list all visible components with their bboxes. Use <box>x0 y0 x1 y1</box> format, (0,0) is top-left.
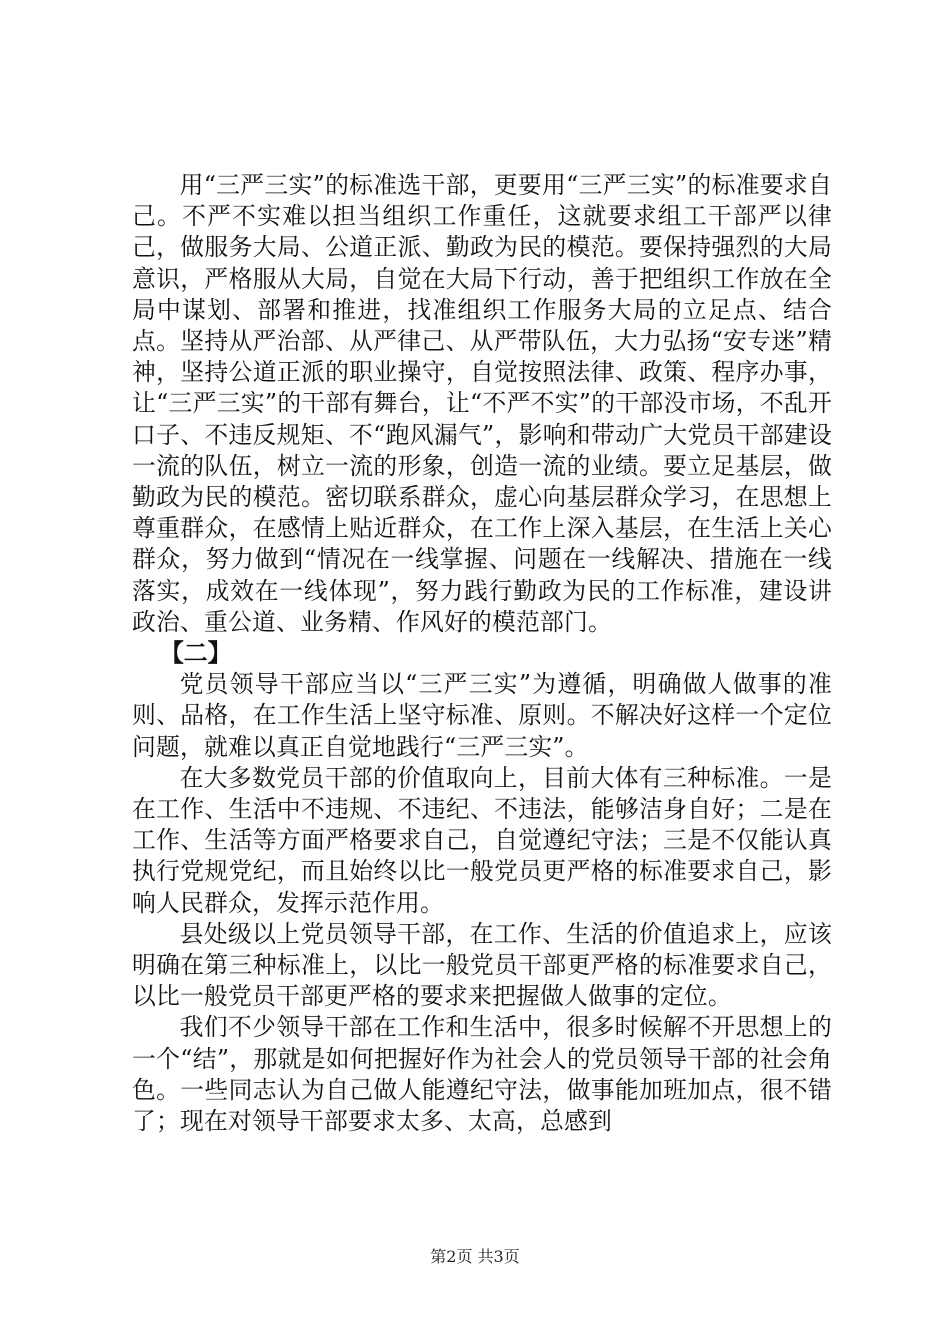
section-heading: 【二】 <box>160 639 232 668</box>
page-number-footer: 第2页 共3页 <box>430 1247 520 1266</box>
paragraph-2: 党员领导干部应当以“三严三实”为遵循，明确做人做事的准则、品格，在工作生活上坚守标准、原则。不解决好这样一个定位问题，就难以真正自觉地践行“三严三实”。 <box>132 670 832 761</box>
paragraph-4: 县处级以上党员领导干部，在工作、生活的价值追求上，应该明确在第三种标准上，以比一般党员干部更严格的标准要求自己，以比一般党员干部更严格的要求来把握做人做事的定位。 <box>132 919 832 1011</box>
document-body <box>132 170 832 1137</box>
paragraph-5: 我们不少领导干部在工作和生活中，很多时候解不开思想上的一个“结”，那就是如何把握好作为社会人的党员领导干部的社会角色。一些同志认为自己做人能遵纪守法，做事能加班加点，很不错了；现在对领导干部要求太多、太高，总感到 <box>132 1013 832 1136</box>
paragraph-3: 在大多数党员干部的价值取向上，目前大体有三种标准。一是在工作、生活中不违规、不违纪、不违法，能够洁身自好；二是在工作、生活等方面严格要求自己，自觉遵纪守法；三是不仅能认真执行党规党纪，而且始终以比一般党员更严格的标准要求自己，影响人民群众，发挥示范作用。 <box>132 763 832 917</box>
paragraph-1: 用“三严三实”的标准选干部，更要用“三严三实”的标准要求自己。不严不实难以担当组织工作重任，这就要求组工干部严以律己，做服务大局、公道正派、勤政为民的模范。要保持强烈的大局意识，严格服从大局，自觉在大局下行动，善于把组织工作放在全局中谋划、部署和推进，找准组织工作服务大局的立足点、结合点。坚持从严治部、从严律己、从严带队伍，大力弘扬“安专迷”精神，坚持公道正派的职业操守，自觉按照法律、政策、程序办事，让“三严三实”的干部有舞台，让“不严不实”的干部没市场，不乱开口子、不违反规矩、不“跑风漏气”，影响和带动广大党员干部建设一流的队伍，树立一流的形象，创造一流的业绩。要立足基层，做勤政为民的模范。密切联系群众，虚心向基层群众学习，在思想上尊重群众，在感情上贴近群众，在工作上深入基层，在生活上关心群众，努力做到“情况在一线掌握、问题在一线解决、措施在一线落实，成效在一线体现”，努力践行勤政为民的工作标准，建设讲政治、重公道、业务精、作风好的模范部门。 <box>132 171 832 636</box>
